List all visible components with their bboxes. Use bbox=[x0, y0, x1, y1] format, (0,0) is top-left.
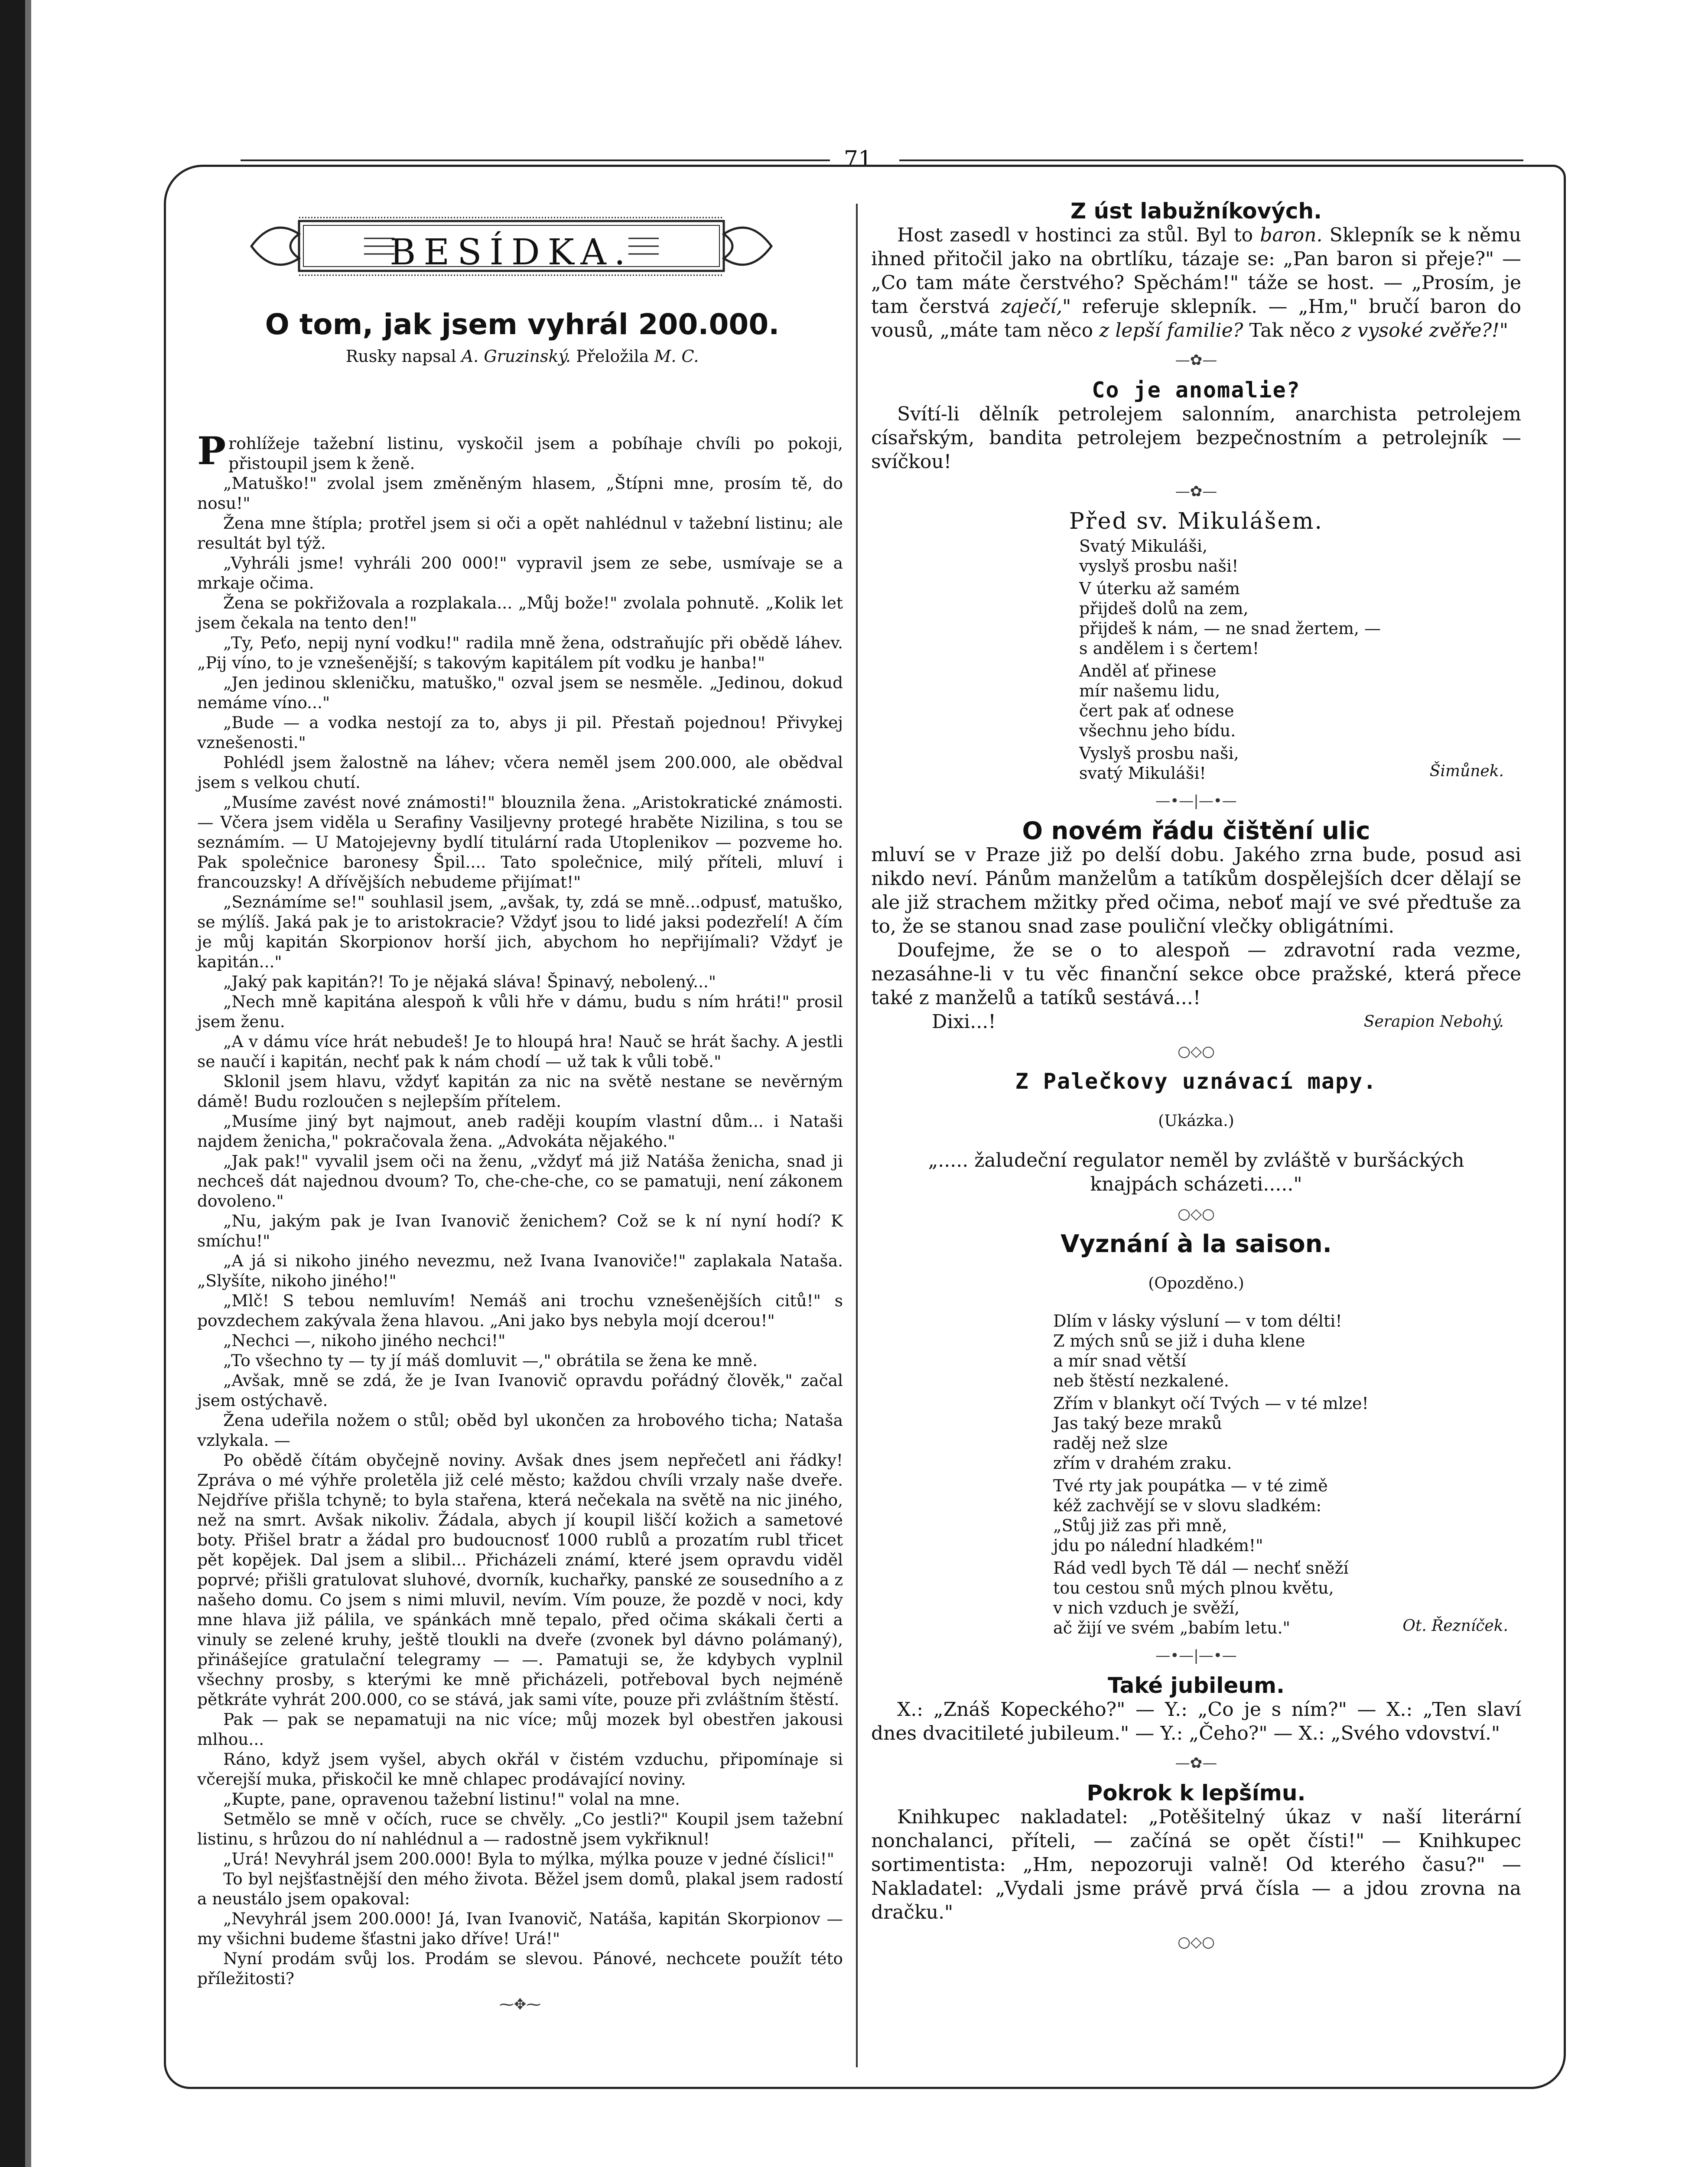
signature-row bbox=[871, 1010, 1521, 1034]
poem-stanza: Anděl ať přinese mír našemu lidu, čert pak ať odnese všechnu jeho bídu. bbox=[1079, 661, 1236, 740]
section-title: Také jubileum. bbox=[1107, 1673, 1285, 1698]
besidka-banner bbox=[247, 208, 776, 284]
section-divider: ○◇○ bbox=[1178, 1205, 1215, 1223]
paragraph: Setmělo se mně v očích, ruce se chvěly. „Co jestli?" Koupil jsem tažební listinu, s hrůzou do ní nahlédnul a — radostně jsem vykřiknul! bbox=[197, 1809, 843, 1848]
poem-last-row bbox=[871, 741, 1521, 783]
paragraph: „Musíme zavést nové známosti!" blouznila žena. „Aristokratické známosti. — Včera jsem viděla u Serafiny Vasiljevny protegé hraběte Nizilina, s tou se seznámím. — U Matojejevny bydlí titulární rada Utoplenikov — pozveme ho. Pak společnice baronesy Špil.... Tato společnice, milý příteli, mluví i francouzsky! A dřívějších nebudeme přijímat!" bbox=[197, 793, 843, 892]
poem-stanza: Zřím v blankyt očí Tvých — v té mlze! Jas taký beze mraků raděj než slze zřím v drahém zraku. bbox=[1053, 1394, 1369, 1473]
paragraph: „Musíme jiný byt najmout, aneb raději koupím vlastní dům... i Nataši najdem ženicha," pokračovala žena. „Advokáta nějakého." bbox=[197, 1112, 843, 1151]
section-title: Vyznání à la saison. bbox=[1061, 1230, 1332, 1258]
paragraph: „Nevyhrál jsem 200.000! Já, Ivan Ivanovič, Natáša, kapitán Skorpionov — my všichni budeme šťastni jako dříve! Urá!" bbox=[197, 1909, 843, 1948]
section-text: mluví se v Praze již po delší dobu. Jakého zrna bude, posud asi nikdo neví. Pánům manželům a tatíkům dospělejších dcer dělají se ale již strachem mžitky před očima, neboť mají ve své předtuše za to, že se stanou snad zase pouliční vlečky obligátními. bbox=[871, 844, 1521, 937]
poem-signature: Šimůnek. bbox=[1429, 762, 1504, 780]
poem-last-row bbox=[871, 1555, 1521, 1638]
paragraph: Po obědě čítám obyčejně noviny. Avšak dnes jsem nepřečetl ani řádky! Zpráva o mé výhře proletěla již celé město; každou chvíli vrzaly naše dveře. Nejdříve přišla tchyně; to byla stařena, která nečekala na světě na nic jiného, než na smrt. Avšak nikoliv. Žádala, abych jí koupil liščí kožich a sametové boty. Přišel bratr a žádal pro budoucnosť 1000 rublů a prozatím rubl třicet pět kopějek. Dal jsem a slibil... Přicházeli známí, které jsem opravdu viděl poprvé; přišli gratulovat sluhové, dvorník, kuchařky, panské ze sousedního a z našeho domu. Co jsem s nimi mluvil, nevím. Vím pouze, že pozdě v noci, kdy mne hlava již pálila, ve spánkách mně tepalo, před očima skákali čerti a vinuly se zelené kruhy, ještě tloukli na dveře (zvonek byl dávno polámaný), přinášejíce gratulační telegramy — —. Pamatuji se, že kdybych vyplnil všechny prosby, s kterými ke mně přicházeli, potřeboval bych nejméně pětkráte vyhrát 200.000, co se stává, jak sami víte, pouze při zvláštním štěstí. bbox=[197, 1451, 843, 1709]
header-rule-left bbox=[241, 159, 830, 161]
poem-stanza: V úterku až samém přijdeš dolů na zem, přijdeš k nám, — ne snad žertem, — s andělem i s čertem! bbox=[1079, 579, 1381, 658]
header-rule-right bbox=[899, 159, 1523, 161]
section-text: X.: „Znáš Kopeckého?" — Y.: „Co je s ním?" — X.: „Ten slaví dnes dvacitileté jubileum." — Y.: „Čeho?" — X.: „Svého vdovství." bbox=[871, 1698, 1521, 1744]
section-divider: —✿— bbox=[1175, 483, 1217, 500]
paragraph: Ráno, když jsem vyšel, abych okřál v čistém vzduchu, připomínaje si včerejší muka, přiskočil ke mně chlapec prodávající noviny. bbox=[197, 1750, 843, 1789]
paragraph: „To všechno ty — ty jí máš domluvit —," obrátila se žena ke mně. bbox=[223, 1351, 758, 1370]
poem-stanza: Tvé rty jak poupátka — v té zimě kéž zachvějí se v slovu sladkém: „Stůj již zas při mně, jdu po nálední hladkém!" bbox=[1053, 1476, 1328, 1555]
section-title: Co je anomalie? bbox=[1092, 377, 1301, 403]
section-divider: —✿— bbox=[1175, 351, 1217, 369]
paragraph: Žena se pokřižovala a rozplakala... „Můj bože!" zvolala pohnutě. „Kolik let jsem čekala na tento den!" bbox=[197, 593, 843, 632]
section-text: „..... žaludeční regulator neměl by zvláště v buršáckých knajpách scházeti....." bbox=[928, 1149, 1464, 1195]
dropcap: P bbox=[197, 428, 226, 473]
page-number: 71 bbox=[843, 146, 873, 172]
section-divider: —✿— bbox=[1175, 1754, 1217, 1772]
section-text: Knihkupec nakladatel: „Potěšitelný úkaz v naší literární nonchalanci, příteli, — začíná se opět čísti!" — Knihkupec sortimentista: „Hm, nepozoruji valně! Od kterého času?" — Nakladatel: „Vydali jsme právě prvá čísla — a jdou zrovna na dračku." bbox=[871, 1806, 1521, 1923]
paragraph: Sklonil jsem hlavu, vždyť kapitán za nic na světě nestane se nevěrným dámě! Budu rozloučen s nejlepším přítelem. bbox=[197, 1072, 843, 1111]
paragraph: „A já si nikoho jiného nevezmu, než Ivana Ivanoviče!" zaplakala Nataša. „Slyšíte, nikoho jiného!" bbox=[197, 1251, 843, 1290]
paragraph: Pohlédl jsem žalostně na láhev; včera neměl jsem 200.000, ale obědval jsem s velkou chutí. bbox=[197, 753, 843, 792]
byline-prefix: Rusky napsal bbox=[345, 347, 456, 366]
poem-stanza: Svatý Mikuláši, vyslyš prosbu naši! bbox=[1079, 537, 1239, 576]
section-text: Svítí-li dělník petrolejem salonním, anarchista petrolejem císařským, bandita petrolejem bezpečnostním a petrolejník — svíčkou! bbox=[871, 403, 1521, 473]
paragraph: „Avšak, mně se zdá, že je Ivan Ivanovič opravdu pořádný člověk," začal jsem ostýchavě. bbox=[197, 1371, 843, 1410]
paragraph: Nyní prodám svůj los. Prodám se slevou. Pánové, nechcete použít této příležitosti? bbox=[197, 1949, 843, 1988]
end-ornament: ⁓✥⁓ bbox=[499, 1996, 541, 2013]
paragraph: To byl nejšťastnější den mého života. Běžel jsem domů, plakal jsem radostí a neustálo jsem opakoval: bbox=[197, 1869, 843, 1908]
section-divider: ○◇○ bbox=[1178, 1933, 1215, 1951]
section-text: Host zasedl v hostinci za stůl. Byl to baron. Sklepník se k němu ihned přitočil jako na obrtlíku, tázaje se: „Pan baron si přeje?" — „Co tam máte čerstvého? Spěchám!" táže se host. — „Prosím, je tam čerstvá zaječí," referuje sklepník. — „Hm," bručí baron do vousů, „máte tam něco z lepší familie? Tak něco z vysoké zvěře?!" bbox=[871, 224, 1521, 342]
byline-translator: M. C. bbox=[654, 347, 699, 366]
column-divider bbox=[856, 204, 858, 2067]
poem-stanza: Vyslyš prosbu naši, svatý Mikuláši! bbox=[1079, 744, 1239, 783]
section-title: Pokrok k lepšímu. bbox=[1087, 1780, 1306, 1806]
section-subtitle: (Ukázka.) bbox=[1158, 1112, 1234, 1130]
section-divider: ○◇○ bbox=[1178, 1043, 1215, 1060]
paragraph: „Seznámíme se!" souhlasil jsem, „avšak, ty, zdá se mně...odpusť, matuško, se mýlíš. Jaká pak je to aristokracie? Vždyť jsou to lidé jaksi podezřelí! A čím je můj kapitán Skorpionov horší jich, abychom ho nepřijímali? Vždyť je kapitán..." bbox=[197, 892, 843, 971]
paragraph: Žena udeřila nožem o stůl; oběd byl ukončen za hrobového ticha; Nataša vzlykala. — bbox=[197, 1411, 843, 1450]
paragraph: „A v dámu více hrát nebudeš! Je to hloupá hra! Nauč se hrát šachy. A jestli se naučí i kapitán, nechť pak k nám chodí — už tak k vůli tobě." bbox=[197, 1032, 843, 1071]
right-column bbox=[871, 199, 1521, 1960]
byline-author: A. Gruzinský. bbox=[461, 347, 571, 366]
section-signature: Serapion Nebohý. bbox=[1363, 1013, 1504, 1031]
paragraph: „Jen jedinou skleničku, matuško," ozval jsem se nesměle. „Jedinou, dokud nemáme víno..." bbox=[197, 673, 843, 712]
section-subtitle: (Opozděno.) bbox=[1148, 1275, 1244, 1292]
left-article-body bbox=[197, 428, 843, 2021]
dixi: Dixi...! bbox=[932, 1011, 996, 1033]
paragraph: „Nu, jakým pak je Ivan Ivanovič ženichem? Což se k ní nyní hodí? K smíchu!" bbox=[197, 1211, 843, 1250]
section-title: Z Palečkovy uznávací mapy. bbox=[1015, 1069, 1377, 1094]
section-title: Z úst labužníkových. bbox=[1070, 198, 1322, 224]
section-divider: —•—|—•— bbox=[1155, 1647, 1237, 1664]
section-text: Doufejme, že se o to alespoň — zdravotní rada vezme, nezasáhne-li v tu věc finanční sekce obce pražské, která přece také z manželů a tatíků sestává...! bbox=[871, 939, 1521, 1009]
paragraph: „Urá! Nevyhrál jsem 200.000! Byla to mýlka, mýlka pouze v jedné číslici!" bbox=[223, 1849, 834, 1868]
byline-mid: Přeložila bbox=[576, 347, 649, 366]
paragraph: „Jak pak!" vyvalil jsem oči na ženu, „vždyť má již Natáša ženicha, snad ji nechceš dát najednou dvoum? To, che-che-che, co se pamatuji, není zákonem dovoleno." bbox=[197, 1152, 843, 1210]
paragraph: „Vyhráli jsme! vyhráli 200 000!" vypravil jsem ze sebe, usmívaje se a mrkaje očima. bbox=[197, 553, 843, 592]
paragraph: „Jaký pak kapitán?! To je nějaká sláva! Špinavý, nebolený..." bbox=[223, 972, 716, 991]
scan-edge-bar bbox=[0, 0, 25, 2167]
paragraph: „Matuško!" zvolal jsem změněným hlasem, „Štípni mne, prosím tě, do nosu!" bbox=[197, 474, 843, 513]
left-article-byline bbox=[197, 347, 847, 366]
poem-stanza: Dlím v lásky výsluní — v tom délti! Z mých snů se již i duha klene a mír snad větší neb štěstí nezkalené. bbox=[1053, 1311, 1342, 1390]
paragraph: Prohlížeje tažební listinu, vyskočil jsem a pobíhaje chvíli po pokoji, přistoupil jsem k ženě. bbox=[197, 428, 843, 473]
paragraph: „Mlč! S tebou nemluvím! Nemáš ani trochu vznešenějších citů!" s povzdechem zakývala žena hlavou. „Ani jako bys nebyla mojí dcerou!" bbox=[197, 1291, 843, 1330]
banner-title: BESÍDKA. bbox=[390, 232, 633, 273]
paragraph: „Nech mně kapitána alespoň k vůli hře v dámu, budu s ním hráti!" prosil jsem ženu. bbox=[197, 992, 843, 1031]
section-title: Před sv. Mikulášem. bbox=[1069, 508, 1324, 534]
paragraph: Pak — pak se nepamatuji na nic více; můj mozek byl obestřen jakousi mlhou... bbox=[197, 1710, 843, 1749]
poem-signature: Ot. Řezníček. bbox=[1402, 1617, 1508, 1635]
section-divider: —•—|—•— bbox=[1155, 792, 1237, 810]
left-article-title: O tom, jak jsem vyhrál 200.000. bbox=[265, 308, 780, 341]
paragraph: „Bude — a vodka nestojí za to, abys ji pil. Přestaň pojednou! Přivykej vznešenosti." bbox=[197, 713, 843, 752]
poem-stanza: Rád vedl bych Tě dál — nechť sněží tou cestou snů mých plnou květu, v nich vzduch je svěží, ač žijí ve svém „babím letu." bbox=[1053, 1559, 1349, 1637]
section-title: O novém řádu čištění ulic bbox=[1022, 817, 1370, 845]
paragraph: „Nechci —, nikoho jiného nechci!" bbox=[223, 1331, 506, 1350]
paragraph: „Ty, Peťo, nepij nyní vodku!" radila mně žena, odstraňujíc při obědě láhev. „Pij víno, to je vznešenější; s takovým kapitálem pít vodku je hanba!" bbox=[197, 633, 843, 672]
scan-edge-shadow bbox=[25, 0, 31, 2167]
paragraph: Žena mne štípla; protřel jsem si oči a opět nahlédnul v tažební listinu; ale resultát byl týž. bbox=[197, 514, 843, 553]
paragraph: „Kupte, pane, opravenou tažební listinu!" volal na mne. bbox=[223, 1790, 680, 1809]
